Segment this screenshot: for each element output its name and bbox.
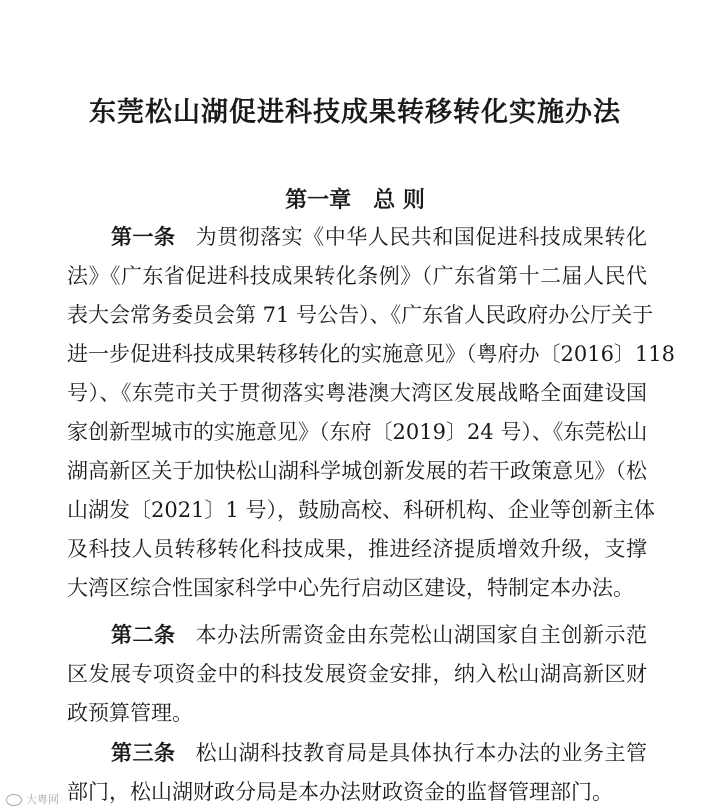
article-1-line-8: 山湖发〔2021〕1 号），鼓励高校、科研机构、企业等创新主体 [67, 498, 655, 522]
article-1-line-3: 表大会常务委员会第 71 号公告）、《广东省人民政府办公厅关于 [67, 303, 654, 327]
document-title: 东莞松山湖促进科技成果转移转化实施办法 [89, 97, 621, 128]
article-2-line-1: 第二条 本办法所需资金由东莞松山湖国家自主创新示范 [111, 622, 648, 647]
article-2-number: 第二条 [111, 622, 176, 647]
chapter-number: 第一章 [285, 187, 352, 213]
article-2-line-2: 区发展专项资金中的科技发展资金安排，纳入松山湖高新区财 [67, 662, 647, 686]
watermark-text: 大粤网 [26, 793, 59, 806]
article-1-line-7: 湖高新区关于加快松山湖科学城创新发展的若干政策意见》（松 [67, 459, 647, 483]
watermark-logo-icon [6, 794, 22, 806]
article-1-line-1: 第一条 为贯彻落实《中华人民共和国促进科技成果转化 [111, 224, 648, 249]
article-1-line-10: 大湾区综合性国家科学中心先行启动区建设，特制定本办法。 [67, 576, 634, 600]
watermark [6, 790, 59, 810]
article-1-number: 第一条 [111, 224, 176, 249]
article-1-line-9: 及科技人员转移转化科技成果，推进经济提质增效升级，支撑 [67, 537, 647, 561]
article-1-line-6: 家创新型城市的实施意见》（东府〔2019〕24 号）、《东莞松山 [67, 420, 648, 444]
chapter-heading [0, 183, 710, 214]
article-3-number: 第三条 [111, 740, 176, 765]
article-3-line-1: 第三条 松山湖科技教育局是具体执行本办法的业务主管 [111, 740, 648, 765]
article-1-line-4: 进一步促进科技成果转移转化的实施意见》（粤府办〔2016〕118 [67, 342, 676, 366]
article-2-line-3: 政预算管理。 [67, 701, 193, 725]
article-1-line-2: 法》《广东省促进科技成果转化条例》（广东省第十二届人民代 [67, 264, 647, 288]
chapter-name: 总 则 [373, 187, 425, 213]
article-3-line-2: 部门，松山湖财政分局是本办法财政资金的监督管理部门。 [67, 780, 613, 804]
article-1-line-5: 号）、《东莞市关于贯彻落实粤港澳大湾区发展战略全面建设国 [67, 381, 647, 405]
